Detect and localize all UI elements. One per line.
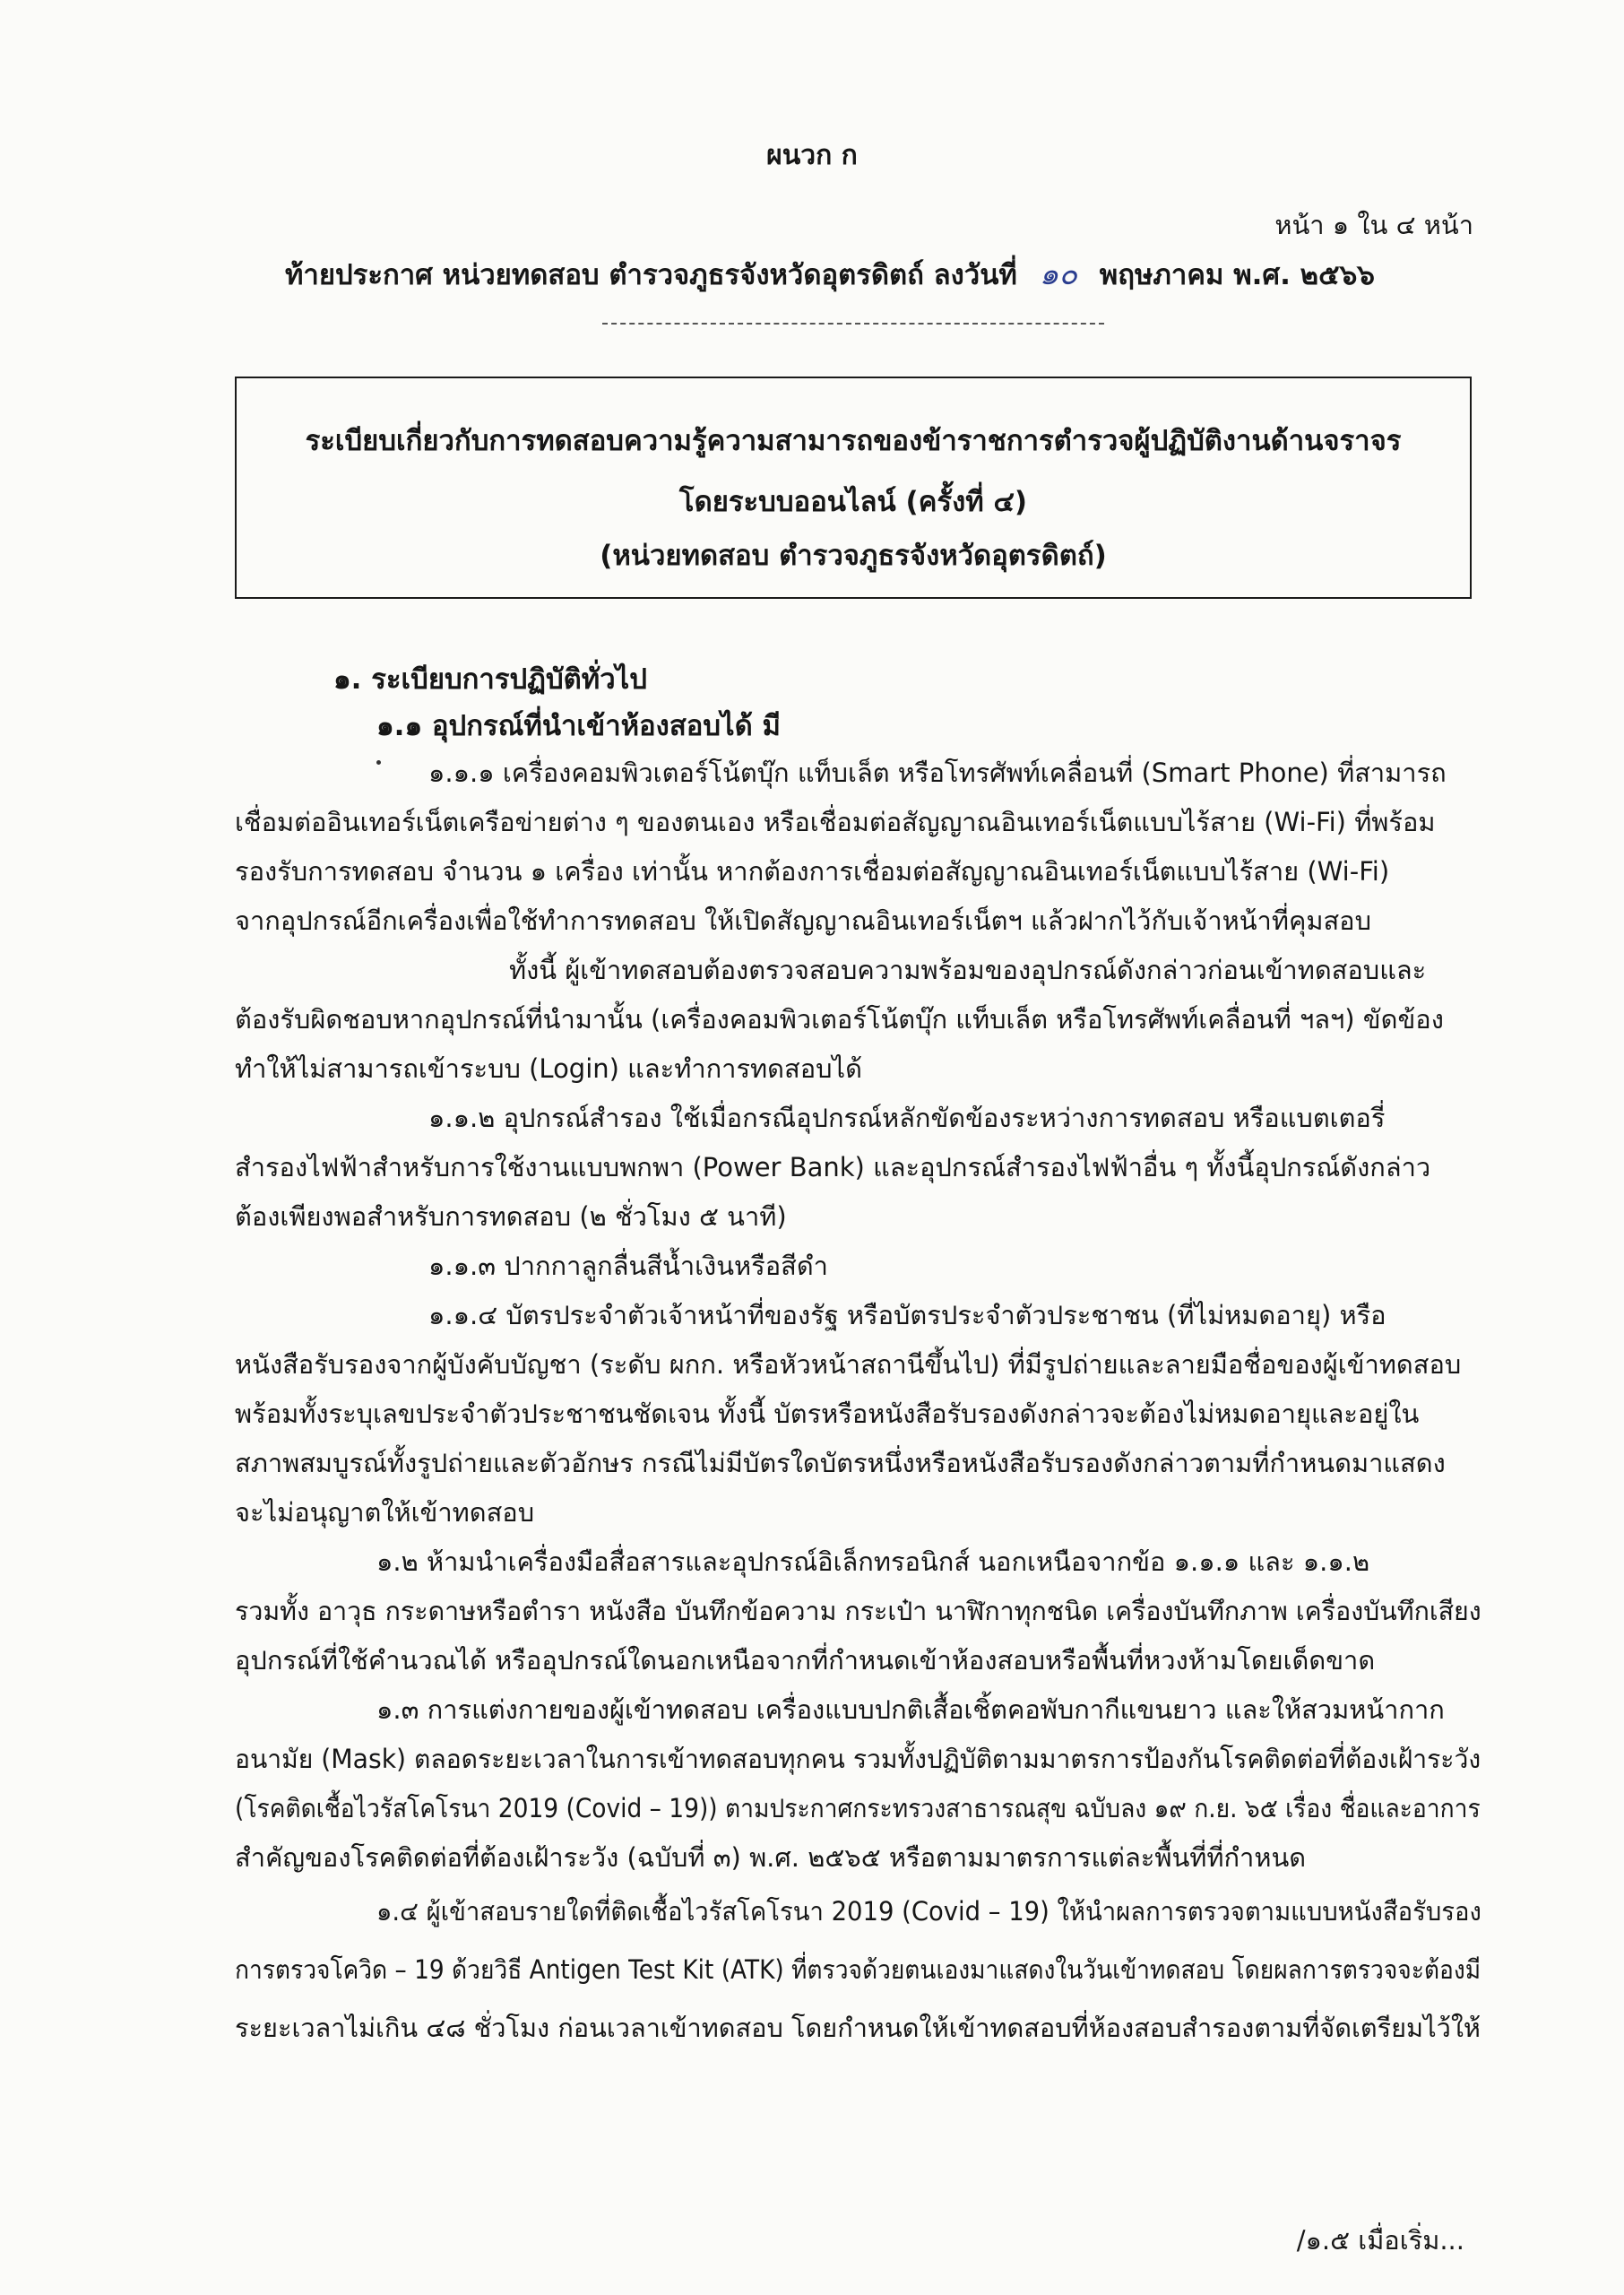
paragraph-line: สภาพสมบูรณ์ทั้งรูปถ่ายและตัวอักษร กรณีไม่มีบัตรใดบัตรหนึ่งหรือหนังสือรับรองดังกล่าวตามที่กำหนดมาแสดง xyxy=(235,1448,1446,1478)
paragraph-line: รวมทั้ง อาวุธ กระดาษหรือตำรา หนังสือ บันทึกข้อความ กระเป๋า นาฬิกาทุกชนิด เครื่องบันทึกภาพ เครื่องบันทึกเสียง xyxy=(235,1596,1481,1626)
paragraph-line: เชื่อมต่ออินเทอร์เน็ตเครือข่ายต่าง ๆ ของตนเอง หรือเชื่อมต่อสัญญาณอินเทอร์เน็ตแบบไร้สาย (Wi-Fi) ที่พร้อม xyxy=(235,807,1436,837)
paragraph-line: สำคัญของโรคติดต่อที่ต้องเฝ้าระวัง (ฉบับที่ ๓) พ.ศ. ๒๕๖๕ หรือตามมาตรการแต่ละพื้นที่ที่กำหนด xyxy=(235,1842,1307,1873)
subsection-heading: ๑.๑ อุปกรณ์ที่นำเข้าห้องสอบได้ มี xyxy=(376,710,781,742)
title-line-2: โดยระบบออนไลน์ (ครั้งที่ ๔) xyxy=(678,486,1028,518)
paragraph-line: ต้องรับผิดชอบหากอุปกรณ์ที่นำมานั้น (เครื่องคอมพิวเตอร์โน้ตบุ๊ก แท็บเล็ต หรือโทรศัพท์เคลื่อนที่ ฯลฯ) ขัดข้อง xyxy=(235,1004,1444,1035)
announcement-prefix: ท้ายประกาศ หน่วยทดสอบ ตำรวจภูธรจังหวัดอุตรดิตถ์ ลงวันที่ xyxy=(285,259,1017,291)
section-heading: ๑. ระเบียบการปฏิบัติทั่วไป xyxy=(333,663,647,696)
paragraph-line: การตรวจโควิด – 19 ด้วยวิธี Antigen Test Kit (ATK) ที่ตรวจด้วยตนเองมาแสดงในวันเข้าทดสอบ โดยผลการตรวจจะต้องมี xyxy=(235,1954,1481,1985)
paragraph-line: อนามัย (Mask) ตลอดระยะเวลาในการเข้าทดสอบทุกคน รวมทั้งปฏิบัติตามมาตรการป้องกันโรคติดต่อที่ต้องเฝ้าระวัง xyxy=(235,1744,1481,1774)
paragraph-line: ต้องเพียงพอสำหรับการทดสอบ (๒ ชั่วโมง ๕ นาที) xyxy=(235,1201,787,1232)
paragraph-line: ๑.๑.๑ เครื่องคอมพิวเตอร์โน้ตบุ๊ก แท็บเล็ต หรือโทรศัพท์เคลื่อนที่ (Smart Phone) ที่สามารถ xyxy=(428,758,1447,788)
paragraph-line: ๑.๓ การแต่งกายของผู้เข้าทดสอบ เครื่องแบบปกติเสื้อเชิ้ตคอพับกากีแขนยาว และให้สวมหน้ากาก xyxy=(376,1694,1445,1725)
paragraph-line: ๑.๒ ห้ามนำเครื่องมือสื่อสารและอุปกรณ์อิเล็กทรอนิกส์ นอกเหนือจากข้อ ๑.๑.๑ และ ๑.๑.๒ xyxy=(376,1546,1370,1577)
announcement-line xyxy=(285,249,1375,298)
paragraph-line: รองรับการทดสอบ จำนวน ๑ เครื่อง เท่านั้น หากต้องการเชื่อมต่อสัญญาณอินเทอร์เน็ตแบบไร้สาย (Wi-Fi) xyxy=(235,856,1390,887)
paragraph-line: ๑.๑.๔ บัตรประจำตัวเจ้าหน้าที่ของรัฐ หรือบัตรประจำตัวประชาชน (ที่ไม่หมดอายุ) หรือ xyxy=(428,1300,1386,1330)
title-line-1: ระเบียบเกี่ยวกับการทดสอบความรู้ความสามารถของข้าราชการตำรวจผู้ปฏิบัติงานด้านจราจร xyxy=(305,425,1402,457)
paragraph-line: ๑.๑.๓ ปากกาลูกลื่นสีน้ำเงินหรือสีดำ xyxy=(428,1251,828,1281)
paragraph-line: สำรองไฟฟ้าสำหรับการใช้งานแบบพกพา (Power Bank) และอุปกรณ์สำรองไฟฟ้าอื่น ๆ ทั้งนี้อุปกรณ์ดังกล่าว xyxy=(235,1152,1431,1182)
paragraph-line: ทำให้ไม่สามารถเข้าระบบ (Login) และทำการทดสอบได้ xyxy=(235,1053,862,1084)
paragraph-line: ๑.๔ ผู้เข้าสอบรายใดที่ติดเชื้อไวรัสโคโรนา 2019 (Covid – 19) ให้นำผลการตรวจตามแบบหนังสือรับรอง xyxy=(376,1896,1481,1927)
title-line-3: (หน่วยทดสอบ ตำรวจภูธรจังหวัดอุตรดิตถ์) xyxy=(600,540,1107,572)
paragraph-line: หนังสือรับรองจากผู้บังคับบัญชา (ระดับ ผกก. หรือหัวหน้าสถานีขึ้นไป) ที่มีรูปถ่ายและลายมือชื่อของผู้เข้าทดสอบ xyxy=(235,1349,1462,1380)
title-box xyxy=(235,377,1472,599)
paragraph-line: พร้อมทั้งระบุเลขประจำตัวประชาชนชัดเจน ทั้งนี้ บัตรหรือหนังสือรับรองดังกล่าวจะต้องไม่หมดอายุและอยู่ใน xyxy=(235,1399,1420,1429)
announcement-suffix: พฤษภาคม พ.ศ. ๒๕๖๖ xyxy=(1099,259,1375,291)
paragraph-line: (โรคติดเชื้อไวรัสโคโรนา 2019 (Covid – 19)) ตามประกาศกระทรวงสาธารณสุข ฉบับลง ๑๙ ก.ย. ๖๕ เรื่อง ชื่อและอาการ xyxy=(235,1793,1481,1823)
continuation-marker: /๑.๕ เมื่อเริ่ม... xyxy=(1296,2225,1464,2256)
page-number: หน้า ๑ ใน ๔ หน้า xyxy=(1274,210,1473,240)
annex-label: ผนวก ก xyxy=(766,140,858,171)
handwritten-day: ๑๐ xyxy=(1039,256,1077,292)
paragraph-line: ทั้งนี้ ผู้เข้าทดสอบต้องตรวจสอบความพร้อมของอุปกรณ์ดังกล่าวก่อนเข้าทดสอบและ xyxy=(509,955,1427,985)
paragraph-line: อุปกรณ์ที่ใช้คำนวณได้ หรืออุปกรณ์ใดนอกเหนือจากที่กำหนดเข้าห้องสอบหรือพื้นที่หวงห้ามโดยเด็ดขาด xyxy=(235,1645,1376,1676)
paragraph-line: จะไม่อนุญาตให้เข้าทดสอบ xyxy=(235,1497,535,1528)
paragraph-line: ๑.๑.๒ อุปกรณ์สำรอง ใช้เมื่อกรณีอุปกรณ์หลักขัดข้องระหว่างการทดสอบ หรือแบตเตอรี่ xyxy=(428,1103,1386,1133)
paragraph-line: ระยะเวลาไม่เกิน ๔๘ ชั่วโมง ก่อนเวลาเข้าทดสอบ โดยกำหนดให้เข้าทดสอบที่ห้องสอบสำรองตามที่จัดเตรียมไว้ให้ xyxy=(235,2013,1481,2043)
ink-dot xyxy=(376,760,381,765)
dashed-separator xyxy=(602,323,1104,325)
paragraph-line: จากอุปกรณ์อีกเครื่องเพื่อใช้ทำการทดสอบ ให้เปิดสัญญาณอินเทอร์เน็ตฯ แล้วฝากไว้กับเจ้าหน้าที่คุมสอบ xyxy=(235,905,1371,936)
